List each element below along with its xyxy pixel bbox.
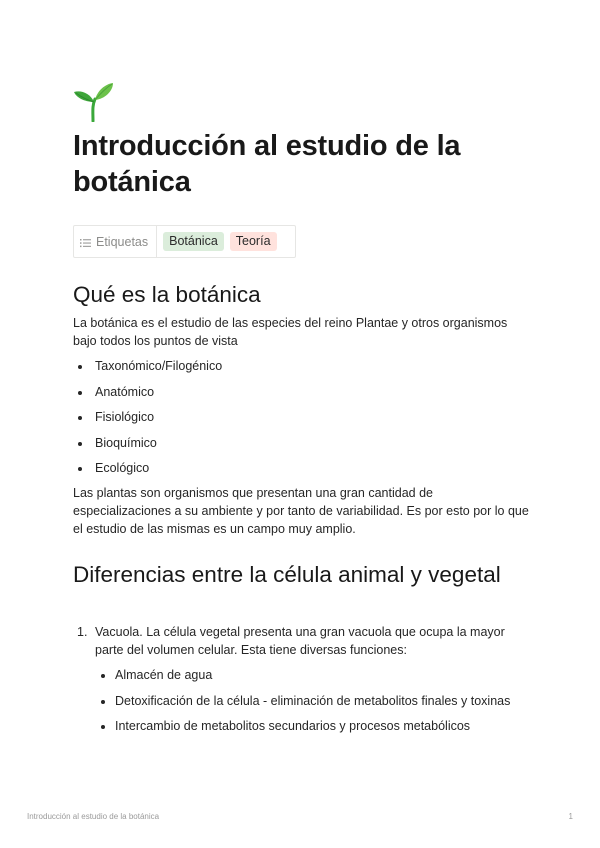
- paragraph: La botánica es el estudio de las especies del reino Plantae y otros organismos bajo todos los puntos de vista: [73, 316, 508, 348]
- tag-botanica[interactable]: Botánica: [163, 232, 224, 251]
- nested-bullet-list: [95, 666, 535, 743]
- property-name[interactable]: [74, 226, 157, 257]
- list-item: Ecológico: [73, 459, 533, 485]
- section-heading: Diferencias entre la célula animal y vegetal: [73, 562, 501, 587]
- property-values[interactable]: [157, 232, 294, 251]
- list-number: 1.: [77, 625, 88, 639]
- footer-title: Introducción al estudio de la botánica: [27, 812, 160, 821]
- property-label: Etiquetas: [96, 234, 149, 249]
- tag-teoria[interactable]: Teoría: [230, 232, 277, 251]
- seedling-icon: [73, 82, 115, 122]
- list-item: Detoxificación de la célula - eliminación de metabolitos finales y toxinas: [95, 692, 535, 718]
- paragraph: Las plantas son organismos que presentan una gran cantidad de especializaciones a su ambiente y por tanto de variabilidad. Es por esto por lo que el estudio de las mismas es un campo muy amplio.: [73, 486, 529, 536]
- property-row: [73, 225, 296, 258]
- list-item: Bioquímico: [73, 434, 533, 460]
- page-title: Introducción al estudio de la botánica: [73, 130, 461, 198]
- list-item: Anatómico: [73, 383, 533, 409]
- page-number: 1: [568, 812, 573, 821]
- list-icon: [80, 237, 91, 247]
- list-item: Fisiológico: [73, 408, 533, 434]
- bullet-list: [73, 357, 533, 485]
- numbered-list-item: [73, 623, 533, 659]
- list-item: Taxonómico/Filogénico: [73, 357, 533, 383]
- list-item: Almacén de agua: [95, 666, 535, 692]
- section-heading: Qué es la botánica: [73, 282, 261, 307]
- list-item: Intercambio de metabolitos secundarios y procesos metabólicos: [95, 717, 535, 743]
- list-item-text: Vacuola. La célula vegetal presenta una gran vacuola que ocupa la mayor parte del volumen celular. Esta tiene diversas funciones:: [95, 625, 505, 657]
